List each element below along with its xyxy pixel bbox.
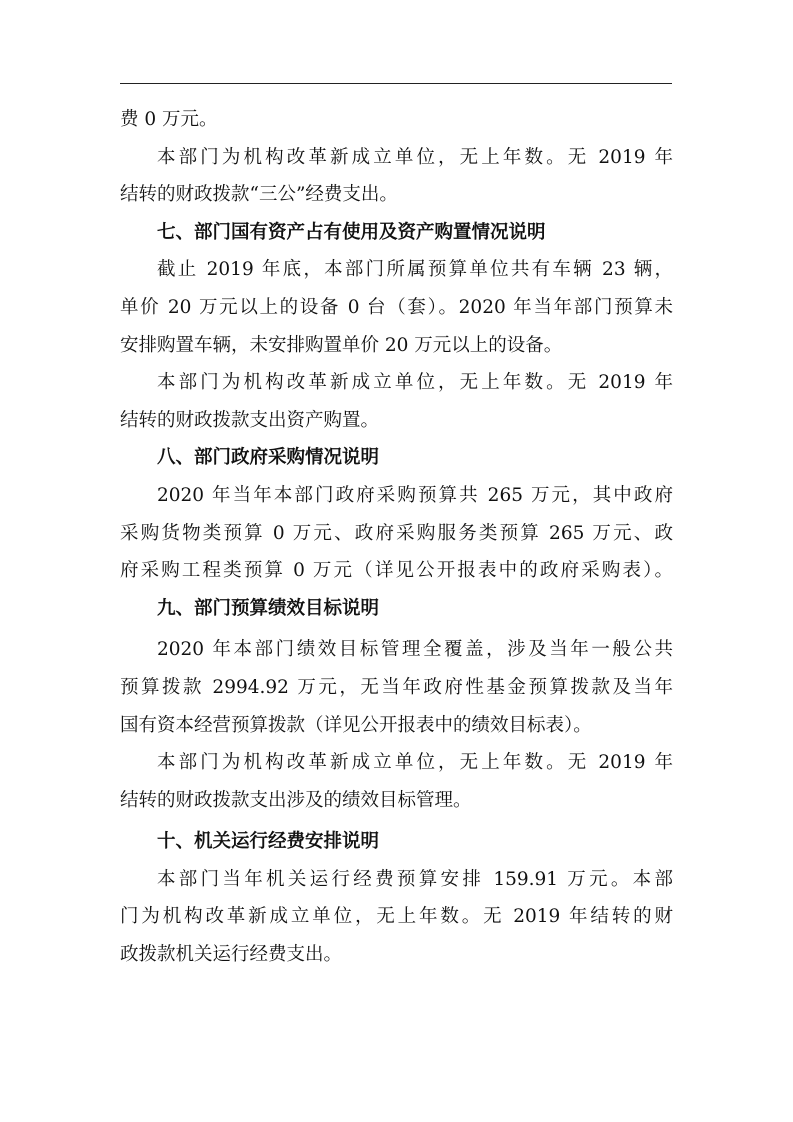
paragraph-line: 采购货物类预算 0 万元、政府采购服务类预算 265 万元、政 bbox=[120, 522, 673, 544]
paragraph-line: 府采购工程类预算 0 万元（详见公开报表中的政府采购表）。 bbox=[120, 560, 673, 582]
paragraph-line: 结转的财政拨款支出资产购置。 bbox=[120, 409, 380, 431]
section-heading-7: 七、部门国有资产占有使用及资产购置情况说明 bbox=[157, 221, 546, 243]
paragraph-line: 费 0 万元。 bbox=[120, 109, 218, 130]
header-rule bbox=[120, 83, 672, 84]
paragraph-line: 本部门为机构改革新成立单位，无上年数。无 2019 年 bbox=[157, 372, 673, 394]
paragraph-line: 安排购置车辆，未安排购置单价 20 万元以上的设备。 bbox=[120, 334, 563, 356]
section-heading-9: 九、部门预算绩效目标说明 bbox=[157, 597, 380, 619]
paragraph-line: 本部门当年机关运行经费预算安排 159.91 万元。本部 bbox=[157, 868, 673, 890]
paragraph-line: 2020 年本部门绩效目标管理全覆盖，涉及当年一般公共 bbox=[157, 639, 673, 661]
paragraph-line: 政拨款机关运行经费支出。 bbox=[120, 944, 343, 966]
section-heading-10: 十、机关运行经费安排说明 bbox=[157, 831, 380, 853]
paragraph-line: 截止 2019 年底，本部门所属预算单位共有车辆 23 辆， bbox=[157, 259, 673, 281]
paragraph-line: 国有资本经营预算拨款（详见公开报表中的绩效目标表）。 bbox=[120, 714, 592, 736]
paragraph-line: 单价 20 万元以上的设备 0 台（套）。2020 年当年部门预算未 bbox=[120, 296, 673, 318]
paragraph-line: 本部门为机构改革新成立单位，无上年数。无 2019 年 bbox=[157, 752, 673, 774]
document-body bbox=[120, 101, 673, 974]
paragraph-line: 门为机构改革新成立单位，无上年数。无 2019 年结转的财 bbox=[120, 906, 673, 928]
paragraph-line: 本部门为机构改革新成立单位，无上年数。无 2019 年 bbox=[157, 146, 673, 168]
paragraph-line: 2020 年当年本部门政府采购预算共 265 万元，其中政府 bbox=[157, 484, 673, 506]
paragraph-line: 预算拨款 2994.92 万元，无当年政府性基金预算拨款及当年 bbox=[120, 676, 673, 698]
paragraph-line: 结转的财政拨款“三公”经费支出。 bbox=[120, 184, 398, 206]
paragraph-line: 结转的财政拨款支出涉及的绩效目标管理。 bbox=[120, 789, 472, 811]
section-heading-8: 八、部门政府采购情况说明 bbox=[157, 447, 380, 469]
